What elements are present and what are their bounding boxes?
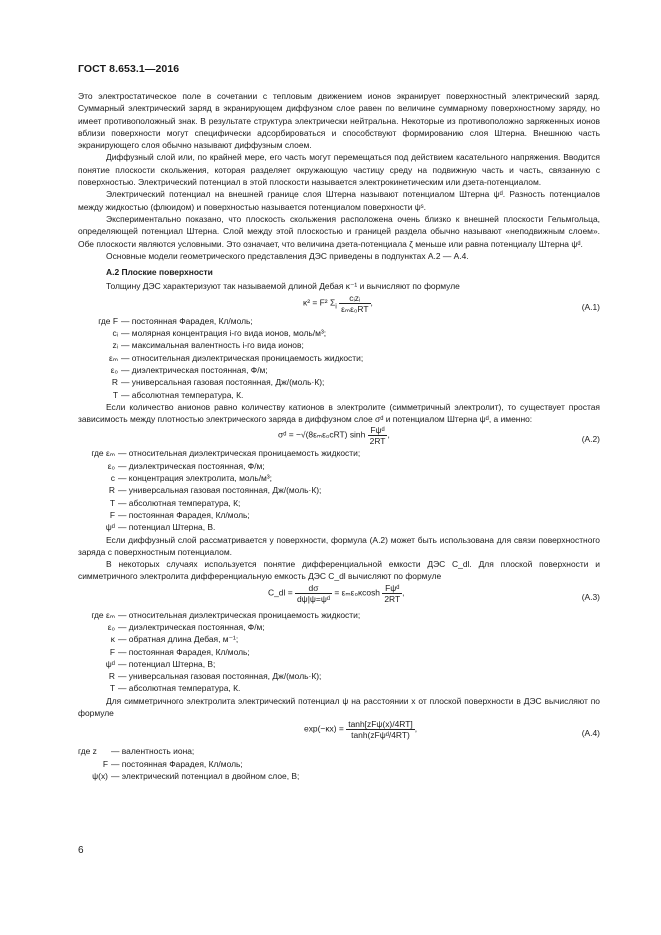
definition-row: R — универсальная газовая постоянная, Дж/(моль·К); [108,485,322,496]
definition-row: ψ(x) — электрический потенциал в двойном слое, В; [92,770,300,781]
definition-row: c — концентрация электролита, моль/м³; [110,473,273,484]
definition-row: zᵢ — максимальная валентность i-го вида ионов; [112,340,304,351]
paragraph: Это электростатическое поле в сочетании с тепловым движением ионов экранирует поверхностный электрический заряд. Суммарный электрический заряд в экранирующем диффузном слое равен по величине суммарному поверхностному заряду, но имеет противоположный знак. В результате структура электрически нейтральна. Некоторые из противоположно заряженных ионов вблизи поверхности могут специфически адсорбироваться и способствуют формированию слоя Штерна. Внешнюю часть экранирующего слоя обычно называют диффузным слоем. [78,91,600,151]
definition-row: ε₀ — диэлектрическая постоянная, Ф/м; [107,621,265,632]
definitions-list [78,609,600,695]
paragraph: Экспериментально показано, что плоскость скольжения расположена очень близко к внешней плоскости Гельмгольца, определяющей потенциал Штерна. Слой между этой плоскостью и границей раздела обычно называют «неподвижным слоем». Обе плоскости являются условными. Это означает, что величина дзета-потенциала ζ меньше или равна потенциалу Штерна ψᵈ. [78,213,600,249]
definition-row: F — постоянная Фарадея, Кл/моль; [109,646,250,657]
definition-row: εₘ — относительная диэлектрическая проницаемость жидкости; [108,352,364,363]
paragraph: Для симметричного электролита электрический потенциал ψ на расстоянии x от плоской поверхности в ДЭС вычисляют по формуле [78,695,600,719]
definition-row: где εₘ — относительная диэлектрическая проницаемость жидкости; [91,448,361,459]
definition-row: ψᵈ — потенциал Штерна, В. [105,522,216,533]
definition-row: κ — обратная длина Дебая, м⁻¹; [110,634,239,645]
formula-number: (А.1) [581,301,600,312]
definition-row: ε₀ — диэлектрическая постоянная, Ф/м; [107,460,265,471]
definition-row: T — абсолютная температура, К. [112,389,244,400]
formula-a1: κ² = F² $\Sigma_i$ $\frac{\text{cᵢzᵢ}}{\text{εₘε₀RT}}$ , (А.1) [303,292,600,314]
definition-row: F — постоянная Фарадея, Кл/моль; [109,509,250,520]
formula-a2: σᵈ = −√(8εₘε₀cRT) sinh $\frac{\text{Fψᵈ}}{2RT}$ , (А.2) [278,425,600,447]
formula-number: (А.3) [581,591,600,602]
definition-row: T — абсолютная температура, К. [109,683,241,694]
definition-row: R — универсальная газовая постоянная, Дж/(моль·К); [108,671,322,682]
definitions-list [78,745,600,782]
formula-a3: C_dl = $\frac{d\sigma}{\text{dψ|ψ=ψᵈ}}$ = εₘε₀κcosh $\frac{\text{Fψᵈ}}{2RT}$ , (А.3) [268,582,600,604]
definitions-list [78,447,600,533]
definition-row: где εₘ — относительная диэлектрическая проницаемость жидкости; [91,609,361,620]
definition-row: где F — постоянная Фарадея, Кл/моль; [98,315,253,326]
paragraph: Электрический потенциал на внешней границе слоя Штерна называют потенциалом Штерна ψᵈ. Разность потенциалов между жидкостью (флюидом) и поверхностью называется потенциалом поверхности ψˢ. [78,189,600,212]
paragraph: Если количество анионов равно количеству катионов в электролите (симметричный электролит), то существует простая зависимость между плотностью электрического заряда в диффузном слое σᵈ и потенциалом Штерна ψᵈ, а именно: [78,401,600,425]
definition-row: R — универсальная газовая постоянная, Дж/(моль·К); [111,377,325,388]
document-header: ГОСТ 8.653.1—2016 [78,63,180,75]
page-number: 6 [78,845,84,856]
paragraph: В некоторых случаях используется понятие дифференциальной емкости ДЭС C_dl. Для плоской поверхности и симметричного электролита дифференциальную емкость ДЭС C_dl вычисляют по формуле [78,559,600,582]
definition-row: F — постоянная Фарадея, Кл/моль; [102,758,243,769]
section-heading: А.2 Плоские поверхности [106,267,213,278]
formula-a4: exp(−κx) = $\frac{\text{tanh[zFψ(x)/4RT]}}{\text{tanh(zFψᵈ/4RT)}}$ , (А.4) [304,719,600,741]
paragraph: Диффузный слой или, по крайней мере, его часть могут перемещаться под действием касательного напряжения. Вводится понятие плоскости скольжения, которая разделяет окружающую частицу среду на подвижную часть и часть, связанную с поверхностью. Электрический потенциал в этой плоскости называется электрокинетическим или дзета-потенциалом. [78,152,600,188]
definitions-list [78,315,600,401]
definition-row: ψᵈ — потенциал Штерна, В; [105,658,216,669]
paragraph: Толщину ДЭС характеризуют так называемой длиной Дебая κ⁻¹ и вычисляют по формуле [106,281,460,292]
paragraph: Если диффузный слой рассматривается у поверхности, формула (А.2) может быть использована для связи поверхностного заряда с поверхностным потенциалом. [78,534,600,557]
formula-number: (А.2) [581,434,600,445]
document-body [78,90,600,782]
definition-row: где z — валентность иона; [78,746,195,757]
paragraph: Основные модели геометрического представления ДЭС приведены в подпунктах А.2 — А.4. [106,250,469,261]
definition-row: cᵢ — молярная концентрация i-го вида ионов, моль/м³; [112,328,327,339]
definition-row: T — абсолютная температура, К; [109,497,241,508]
definition-row: ε₀ — диэлектрическая постоянная, Ф/м; [110,364,268,375]
formula-number: (А.4) [581,728,600,739]
